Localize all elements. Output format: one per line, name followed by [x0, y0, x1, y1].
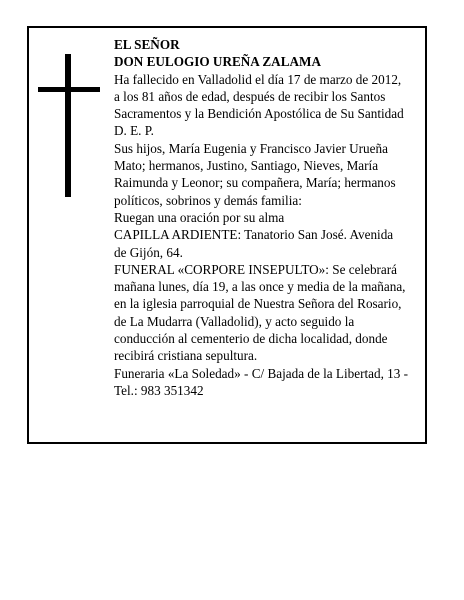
notice-line: D. E. P.: [114, 123, 154, 139]
notice-line: Ha fallecido en Valladolid el día 17 de marzo de 2012,: [114, 71, 402, 87]
notice-line: Sacramentos y la Bendición Apostólica de Su Santidad: [114, 106, 404, 122]
notice-line: políticos, sobrinos y demás familia:: [114, 192, 302, 208]
notice-line: a los 81 años de edad, después de recibir los Santos: [114, 88, 386, 104]
notice-line: Tel.: 983 351342: [114, 382, 204, 398]
notice-heading: EL SEÑOR: [114, 37, 180, 52]
notice-line: Funeraria «La Soledad» - C/ Bajada de la Libertad, 13 -: [114, 365, 409, 381]
notice-line: FUNERAL «CORPORE INSEPULTO»: Se celebrará: [114, 261, 398, 277]
deceased-name: DON EULOGIO UREÑA ZALAMA: [114, 54, 321, 70]
notice-line: de La Mudarra (Valladolid), y acto seguido la: [114, 313, 355, 329]
notice-line: de Gijón, 64.: [114, 244, 183, 260]
cross-icon: [38, 54, 100, 197]
notice-line: conducción al cementerio de dicha localidad, donde: [114, 331, 388, 347]
notice-line: Ruegan una oración por su alma: [114, 209, 285, 225]
cross-horizontal-bar: [38, 87, 100, 92]
notice-line: Raimunda y Leonor; su compañera, María; hermanos: [114, 175, 396, 191]
notice-line: en la iglesia parroquial de Nuestra Señora del Rosario,: [114, 296, 402, 312]
cross-vertical-bar: [65, 54, 71, 197]
notice-line: Mato; hermanos, Justino, Santiago, Nieves, María: [114, 158, 379, 174]
notice-line: recibirá cristiana sepultura.: [114, 348, 258, 364]
notice-line: Sus hijos, María Eugenia y Francisco Javier Urueña: [114, 140, 388, 156]
obituary-text: [114, 36, 420, 399]
notice-line: CAPILLA ARDIENTE: Tanatorio San José. Avenida: [114, 227, 394, 243]
notice-line: mañana lunes, día 19, a las once y media de la mañana,: [114, 279, 406, 295]
